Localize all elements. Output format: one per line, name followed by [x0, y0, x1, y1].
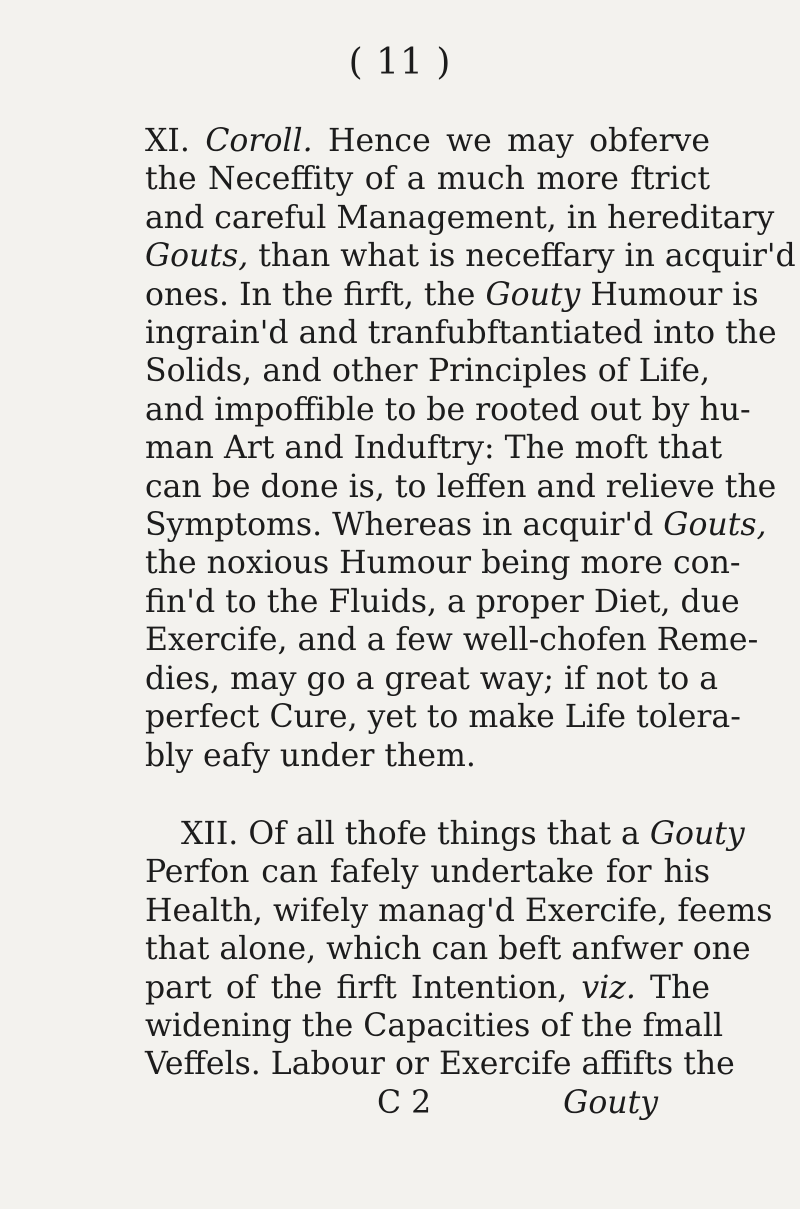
text-line: [145, 122, 710, 160]
catchword: Gouty: [563, 1084, 659, 1121]
italic-text: Gouty: [485, 276, 581, 313]
text-run: dies, may go a great way; if not to a: [145, 660, 719, 697]
text-run: Hence we may obferve: [312, 123, 710, 159]
text-run: bly eafy under them.: [145, 737, 476, 774]
text-line: [145, 892, 773, 930]
text-run: fin'd to the Fluids, a proper Diet, due: [145, 583, 740, 620]
text-line: [145, 506, 767, 544]
text-line: [145, 969, 710, 1007]
text-line: [145, 930, 751, 968]
text-run: perfect Cure, yet to make Life tolera-: [145, 699, 741, 736]
italic-text: viz.: [581, 969, 636, 1006]
text-run: part of the firft Intention,: [145, 969, 582, 1006]
text-line: [145, 853, 710, 891]
text-line: [145, 429, 723, 467]
text-run: Exercife, and a few well-chofen Reme-: [145, 622, 759, 659]
text-line: [145, 391, 751, 429]
paragraph-xi: [145, 122, 796, 775]
text-line: [145, 352, 710, 390]
text-line: [145, 660, 719, 698]
italic-text: Coroll.: [205, 123, 313, 159]
text-line: [145, 314, 777, 352]
text-line: [145, 737, 710, 775]
italic-text: Gouty: [649, 815, 745, 852]
text-line: [145, 160, 710, 198]
text-line: [145, 815, 745, 853]
text-run: that alone, which can beft anfwer one: [145, 931, 751, 968]
text-run: and careful Management, in hereditary: [145, 199, 775, 236]
text-run: widening the Capacities of the fmall: [145, 1007, 724, 1044]
text-line: [145, 1007, 724, 1045]
text-run: XII. Of all thofe things that a: [181, 815, 650, 852]
text-line: [145, 621, 759, 659]
text-run: the Neceffity of a much more ftrict: [145, 161, 710, 198]
text-run: the noxious Humour being more con-: [145, 545, 741, 582]
text-run: Symptoms. Whereas in acquir'd: [145, 507, 664, 544]
text-run: ones. In the firft, the: [145, 276, 486, 313]
text-run: can be done is, to leffen and relieve the: [145, 468, 777, 505]
text-line: [145, 468, 777, 506]
text-line: [145, 276, 759, 314]
paragraph-gap: [145, 775, 710, 815]
text-line: [145, 698, 741, 736]
text-run: than what is neceffary in acquir'd: [248, 238, 796, 275]
text-run: Humour is: [580, 276, 759, 313]
paragraph-xii: [145, 815, 773, 1084]
text-line: [145, 199, 775, 237]
italic-text: Gouts,: [145, 238, 249, 275]
signature-mark: C 2: [377, 1084, 432, 1121]
text-line: [145, 583, 740, 621]
text-run: man Art and Induftry: The moft that: [145, 430, 723, 467]
text-run: ingrain'd and tranfubftantiated into the: [145, 315, 777, 352]
text-run: Health, wifely manag'd Exercife, feems: [145, 892, 773, 929]
body-text: [145, 122, 796, 1122]
text-run: Veffels. Labour or Exercife affifts the: [145, 1046, 735, 1083]
text-run: The: [635, 969, 710, 1006]
text-run: and impoffible to be rooted out by hu-: [145, 391, 751, 428]
text-line: [145, 237, 796, 275]
text-line: [145, 544, 741, 582]
page-footer: [145, 1084, 710, 1122]
page-number: ( 11 ): [348, 42, 452, 83]
text-line: [145, 1045, 735, 1083]
italic-text: Gouts,: [663, 507, 767, 544]
text-run: Solids, and other Principles of Life,: [145, 353, 710, 390]
text-run: Perfon can fafely undertake for his: [145, 854, 710, 891]
text-run: XI.: [145, 123, 206, 159]
